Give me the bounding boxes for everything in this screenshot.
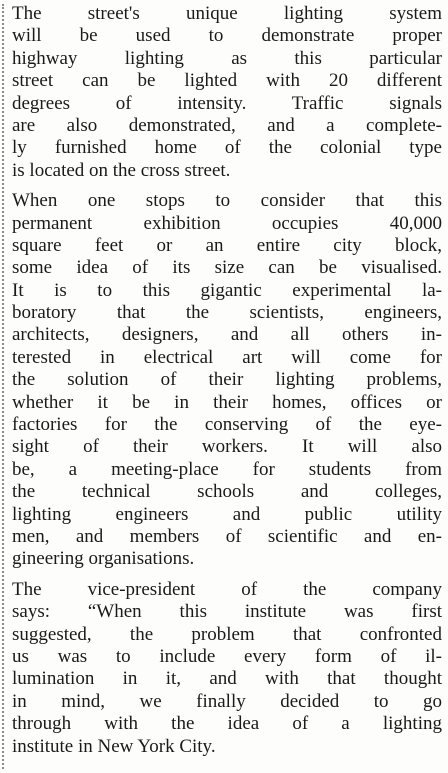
text-line: whether it be in their homes, offices or [12, 391, 442, 413]
text-line: factories for the conserving of the eye- [12, 414, 442, 436]
text-line: institute in New York City. [12, 735, 216, 757]
text-line: It is to this gigantic experimental la- [12, 279, 442, 301]
dotted-margin-rule [2, 4, 4, 769]
text-line: architects, designers, and all others in- [12, 324, 442, 346]
text-line: the technical schools and colleges, [12, 481, 442, 503]
text-line: degrees of intensity. Traffic signals [12, 92, 442, 114]
paragraph-vice-president-quote [12, 579, 442, 758]
text-line: boratory that the scientists, engineers, [12, 302, 442, 324]
text-line: is located on the cross street. [12, 159, 231, 181]
text-line: terested in electrical art will come for [12, 346, 442, 368]
text-line: The street's unique lighting system [12, 3, 442, 24]
text-line: street can be lighted with 20 different [12, 70, 442, 92]
text-line: the solution of their lighting problems, [12, 369, 442, 391]
text-line: When one stops to consider that this [12, 190, 442, 212]
article-column [12, 0, 442, 766]
text-line: lighting engineers and public utility [12, 503, 442, 525]
text-line: men, and members of scientific and en- [12, 525, 442, 547]
text-line: says: “When this institute was first [12, 601, 442, 623]
text-line: some idea of its size can be visualised. [12, 257, 442, 279]
text-line: permanent exhibition occupies 40,000 [12, 212, 442, 234]
text-line: through with the idea of a lighting [12, 713, 442, 735]
text-line: ly furnished home of the colonial type [12, 137, 442, 159]
paragraph-exhibition-size [12, 190, 442, 571]
text-line: suggested, the problem that confronted [12, 623, 442, 645]
text-line: are also demonstrated, and a complete- [12, 114, 442, 136]
text-line: lumination in it, and with that thought [12, 668, 442, 690]
text-line: square feet or an entire city block, [12, 234, 442, 256]
text-line: us was to include every form of il- [12, 645, 442, 667]
text-line: be, a meeting-place for students from [12, 458, 442, 480]
paragraph-lighting-system [12, 3, 442, 182]
text-line: highway lighting as this particular [12, 47, 442, 69]
text-line: in mind, we finally decided to go [12, 690, 442, 712]
text-line: sight of their workers. It will also [12, 436, 442, 458]
text-line: will be used to demonstrate proper [12, 25, 442, 47]
text-line: gineering organisations. [12, 548, 195, 570]
text-line: The vice-president of the company [12, 578, 442, 600]
